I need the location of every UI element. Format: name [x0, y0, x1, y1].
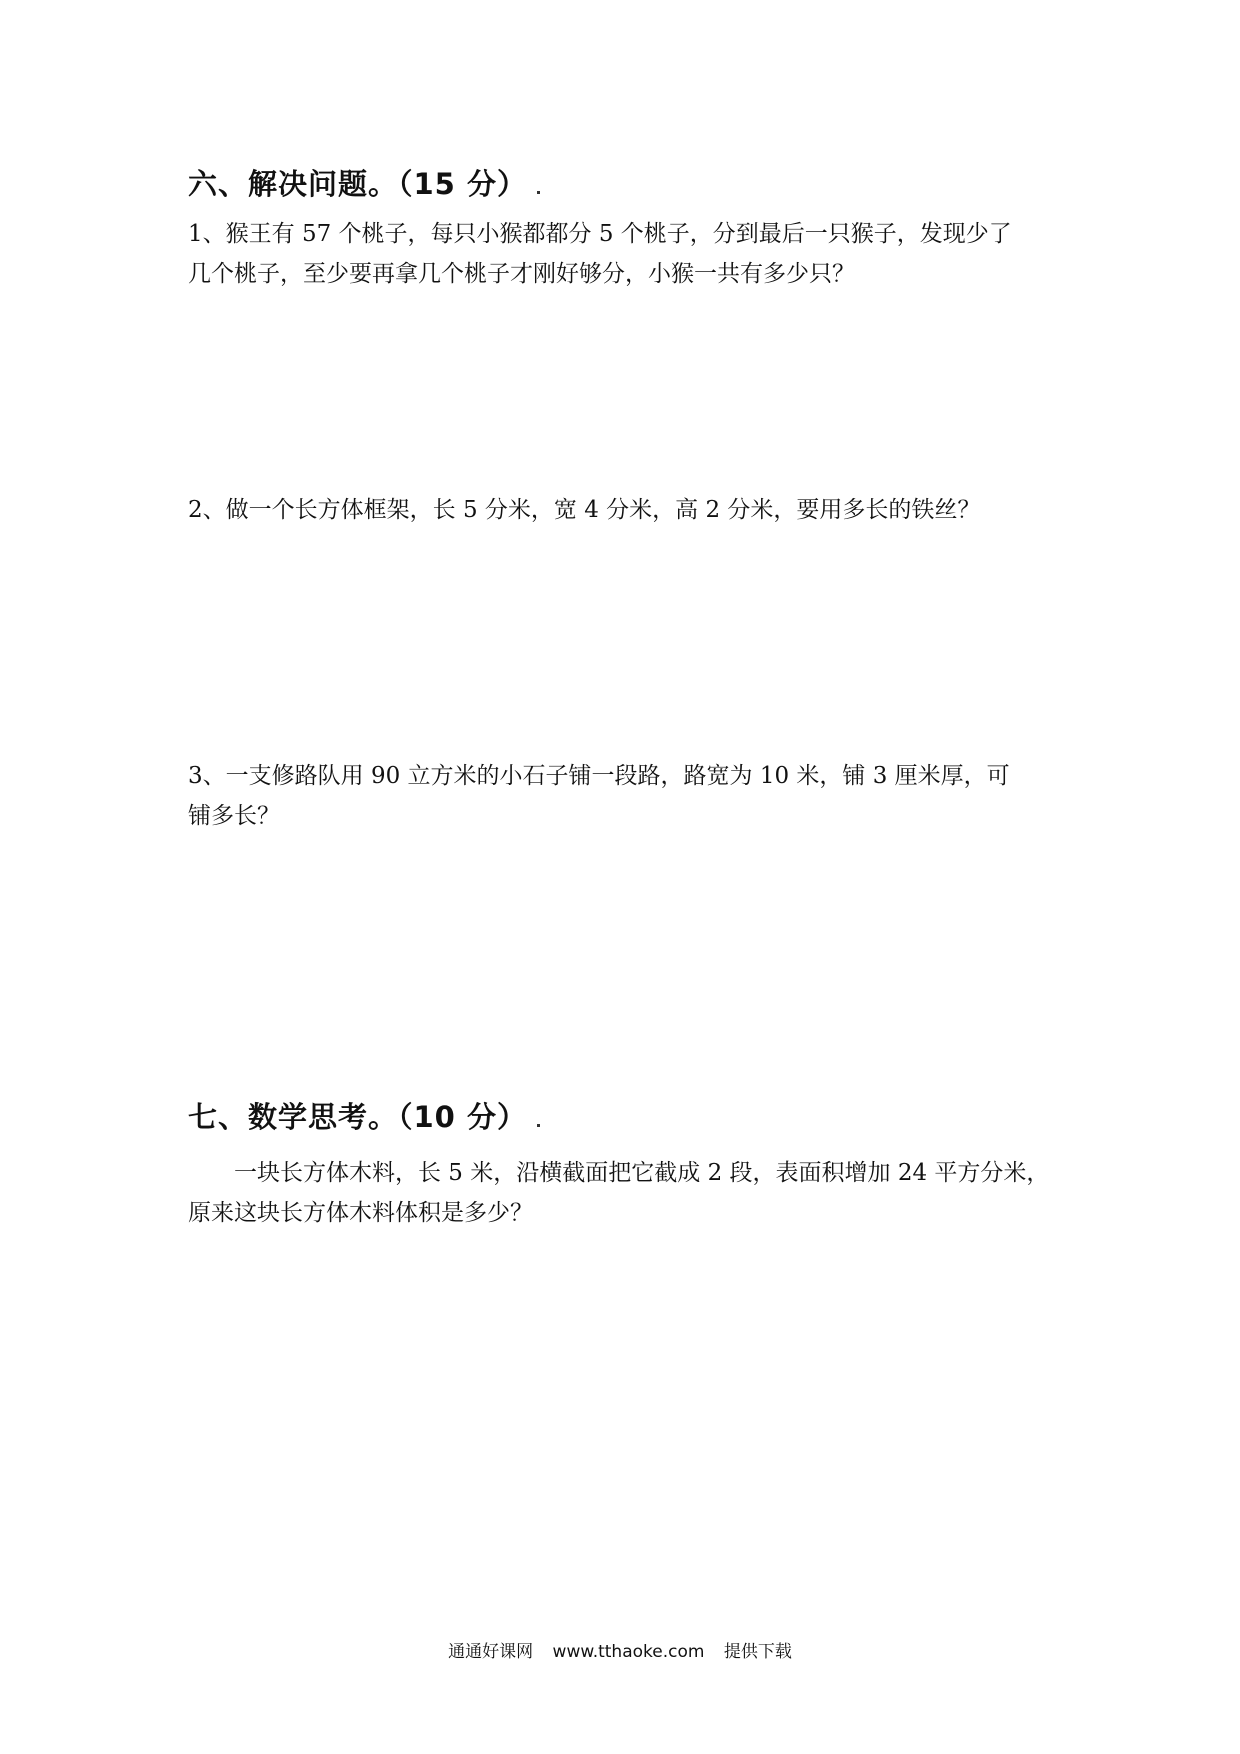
section-7-heading: [188, 1095, 540, 1136]
footer-url: www.tthaoke.com: [552, 1642, 705, 1662]
footer: [0, 1637, 1240, 1662]
footer-suffix: 提供下载: [723, 1642, 792, 1662]
question-2-line-1: 2、做一个长方体框架，长 5 分米，宽 4 分米，高 2 分米，要用多长的铁丝？: [188, 497, 981, 523]
question-3: [188, 756, 1068, 836]
question-1: [188, 214, 1068, 294]
section-mark: [537, 191, 540, 194]
thinking-question-line-2: 原来这块长方体木料体积是多少？: [188, 1200, 533, 1226]
question-1-line-1: 1、猴王有 57 个桃子，每只小猴都都分 5 个桃子，分到最后一只猴子，发现少了: [188, 221, 1012, 247]
section-6-heading: [188, 162, 540, 203]
section-6-heading-text: 六、解决问题。（15 分）: [188, 167, 527, 201]
section-7-heading-text: 七、数学思考。（10 分）: [188, 1100, 527, 1134]
section-mark: [537, 1124, 540, 1127]
question-2: [188, 490, 1068, 530]
thinking-question: [188, 1153, 1068, 1233]
footer-site-name: 通通好课网: [448, 1642, 534, 1662]
thinking-question-line-1: 一块长方体木料，长 5 米，沿横截面把它截成 2 段，表面积增加 24 平方分米，: [234, 1160, 1050, 1186]
question-3-line-1: 3、一支修路队用 90 立方米的小石子铺一段路，路宽为 10 米，铺 3 厘米厚，可: [188, 763, 1010, 789]
question-1-line-2: 几个桃子，至少要再拿几个桃子才刚好够分，小猴一共有多少只？: [188, 261, 855, 287]
question-3-line-2: 铺多长？: [188, 803, 280, 829]
